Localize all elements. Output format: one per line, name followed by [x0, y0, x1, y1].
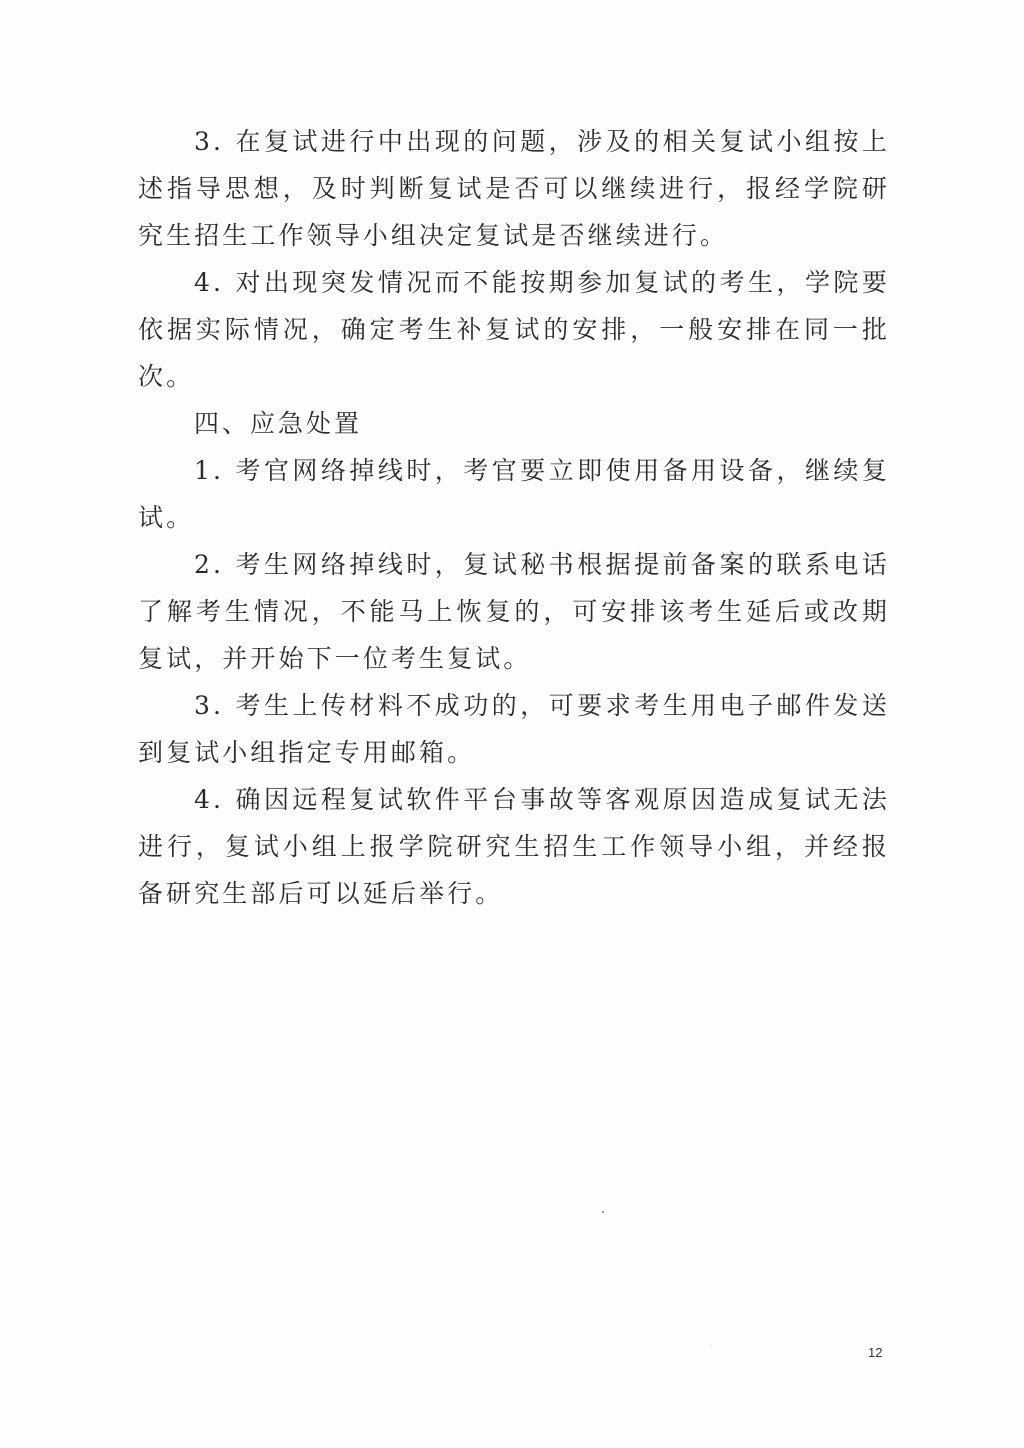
emergency-item-3: 3. 考生上传材料不成功的，可要求考生用电子邮件发送到复试小组指定专用邮箱。 — [138, 691, 890, 767]
section-heading: 四、应急处置 — [194, 409, 363, 438]
document-body — [138, 118, 890, 917]
scan-speck — [602, 1211, 604, 1213]
paragraph-item-3: 3. 在复试进行中出现的问题，涉及的相关复试小组按上述指导思想，及时判断复试是否可以继续进行，报经学院研究生招生工作领导小组决定复试是否继续进行。 — [138, 127, 890, 250]
page-number: 12 — [868, 1345, 883, 1360]
emergency-item-2: 2. 考生网络掉线时，复试秘书根据提前备案的联系电话了解考生情况，不能马上恢复的，可安排该考生延后或改期复试，并开始下一位考生复试。 — [138, 550, 890, 673]
scan-speck — [711, 1346, 712, 1347]
paragraph-item-4: 4. 对出现突发情况而不能按期参加复试的考生，学院要依据实际情况，确定考生补复试的安排，一般安排在同一批次。 — [138, 268, 890, 391]
emergency-item-4: 4. 确因远程复试软件平台事故等客观原因造成复试无法进行，复试小组上报学院研究生招生工作领导小组，并经报备研究生部后可以延后举行。 — [138, 785, 890, 908]
emergency-item-1: 1. 考官网络掉线时，考官要立即使用备用设备，继续复试。 — [138, 456, 890, 532]
